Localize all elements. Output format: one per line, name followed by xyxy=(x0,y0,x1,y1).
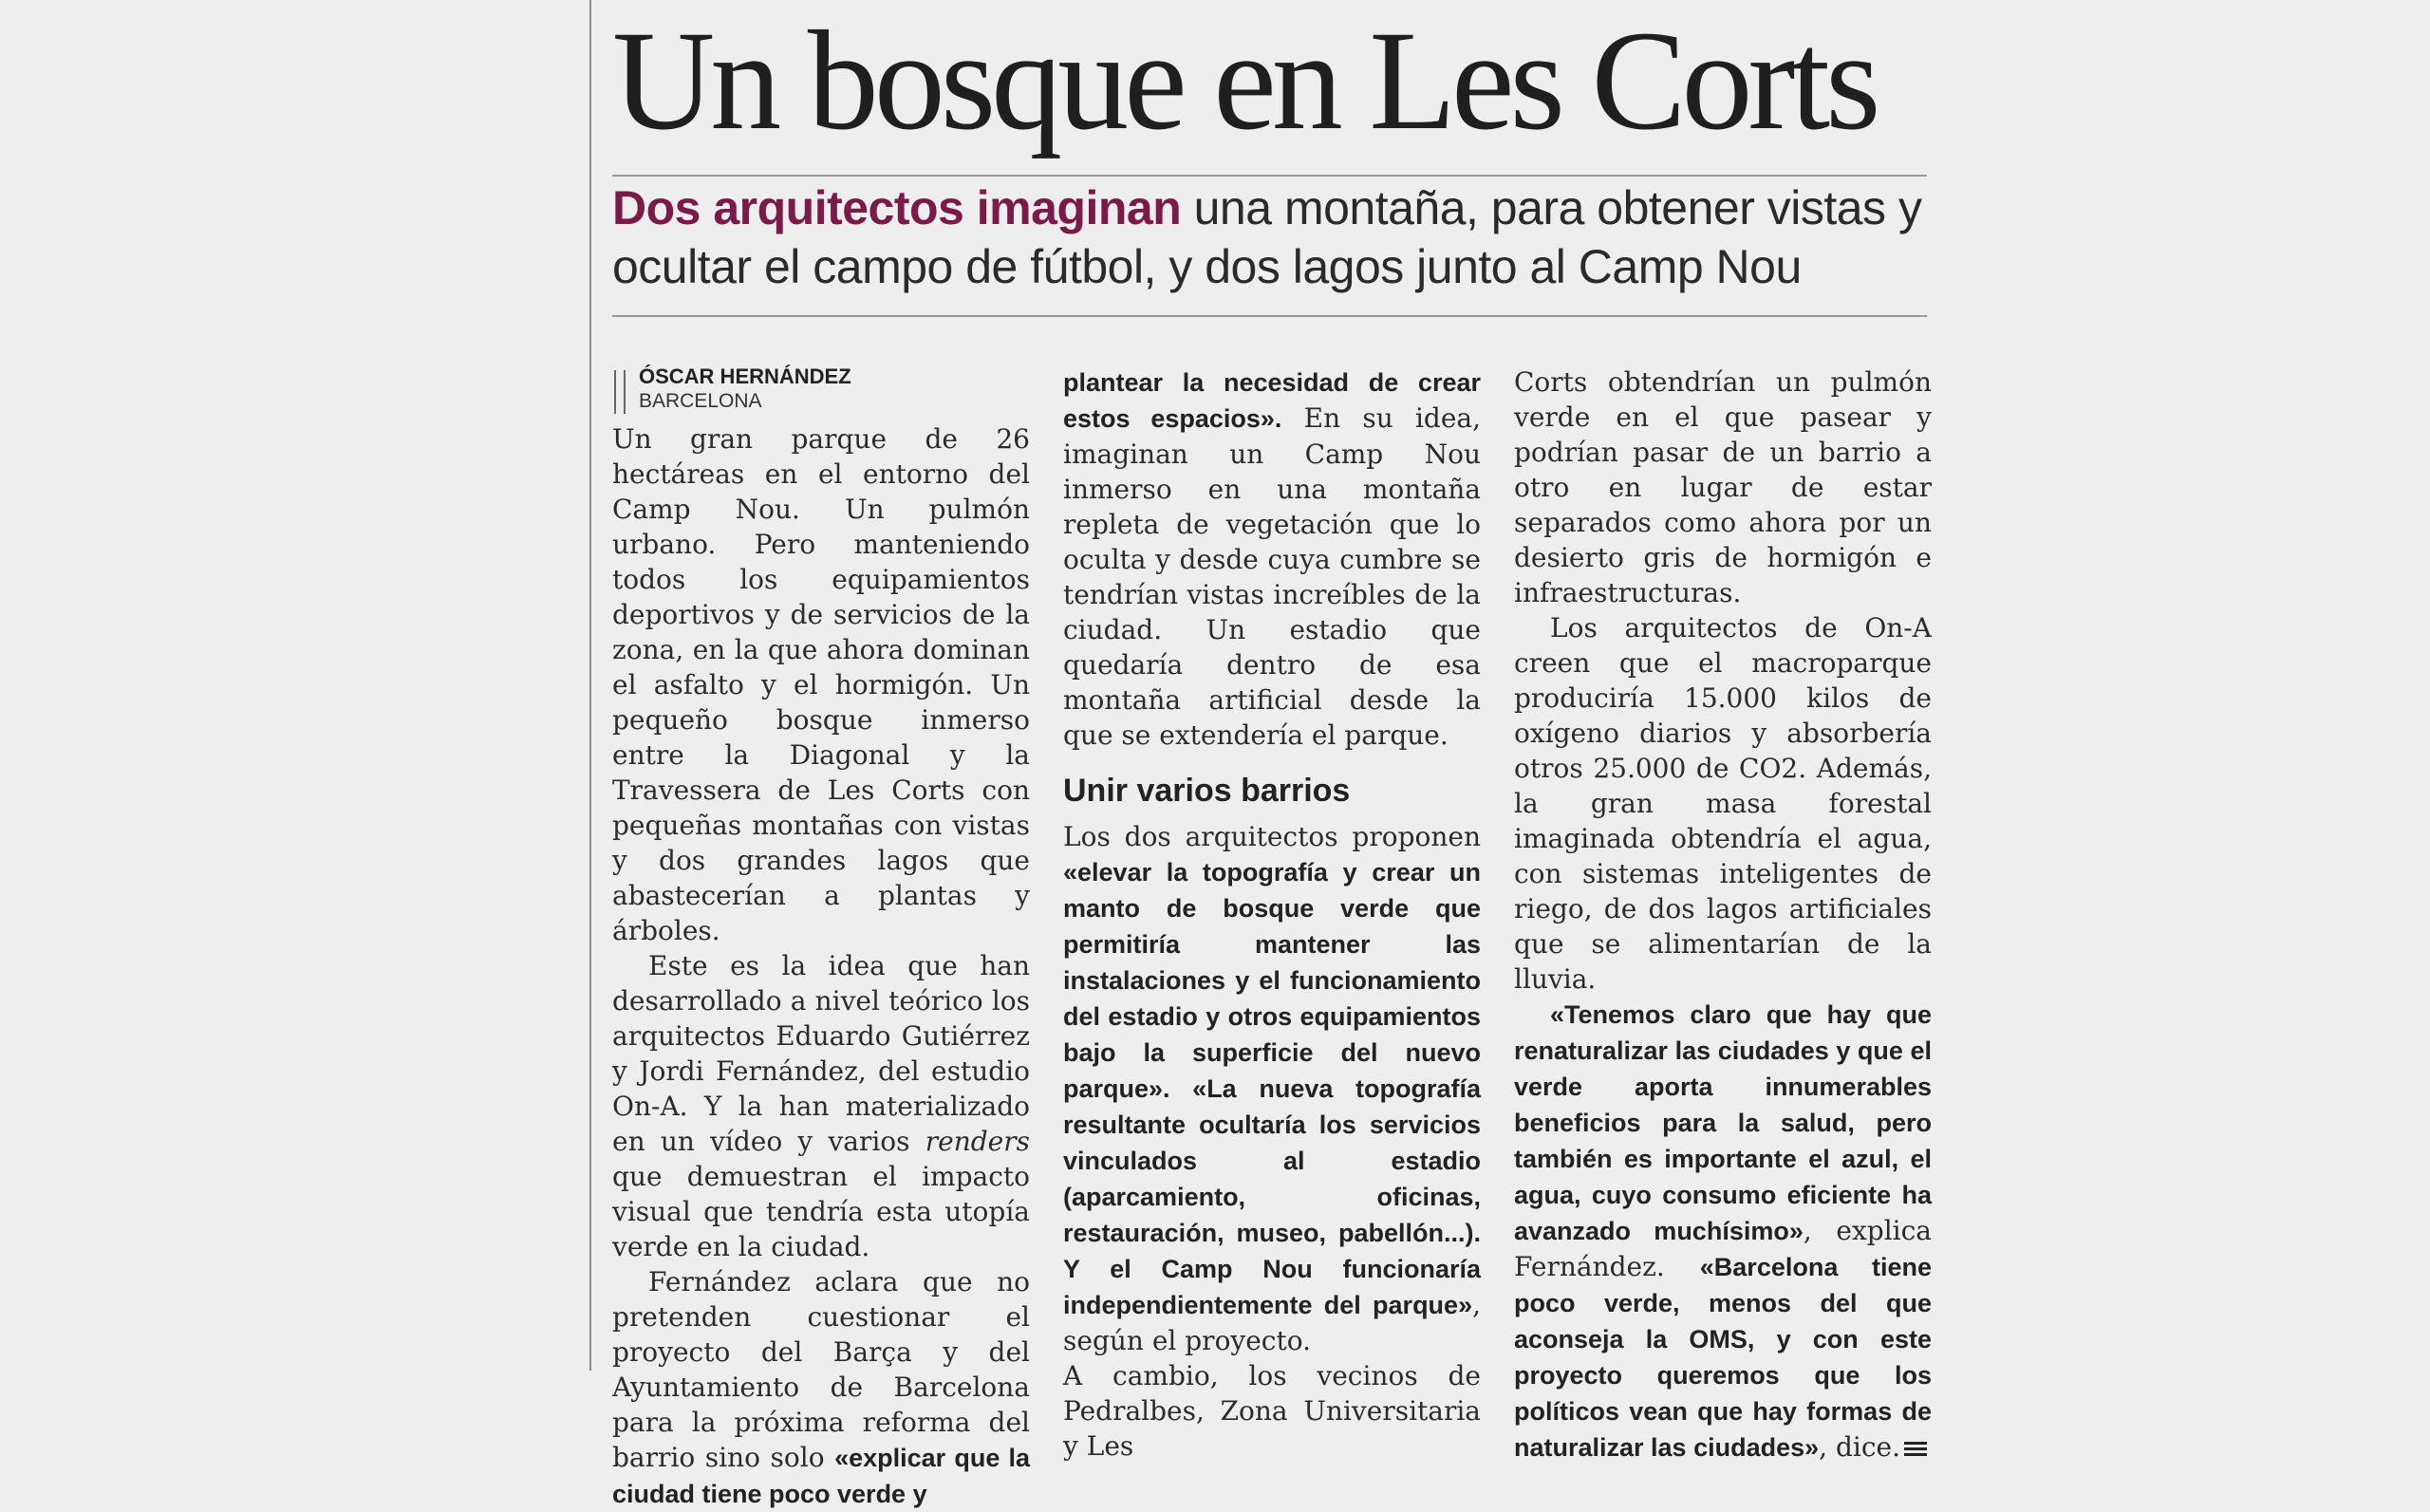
subheading: Unir varios barrios xyxy=(1063,773,1351,809)
byline-author: ÓSCAR HERNÁNDEZ xyxy=(639,364,851,388)
text-run: , según el proyecto. xyxy=(1063,1289,1481,1356)
byline-city: BARCELONA xyxy=(639,390,762,412)
byline-bars-icon xyxy=(614,370,626,414)
text-run: Este es la idea que han desarrollado a nivel teórico los arquitectos Eduardo Gutiérrez y Jordi Fernández, del estudio On-A. Y la han materializado en un vídeo y varios xyxy=(612,950,1030,1157)
paragraph xyxy=(1063,364,1481,753)
italic-term: renders xyxy=(925,1126,1030,1157)
paragraph: Corts obtendrían un pulmón verde en el que pasear y podrían pasar de un barrio a otro en lugar de estar separados como ahora por un desierto gris de hormigón e infraestructuras. xyxy=(1514,366,1932,608)
headline-rule xyxy=(612,175,1927,177)
paragraph: Un gran parque de 26 hectáreas en el entorno del Camp Nou. Un pulmón urbano. Pero manteniendo todos los equipamientos deportivos y de servicios de la zona, en la que ahora dominan el asfalto y el hormigón. Un pequeño bosque inmerso entre la Diagonal y la Travessera de Les Corts con pequeñas montañas con vistas y dos grandes lagos que abastecerían a plantas y árboles. xyxy=(612,423,1030,946)
paragraph: A cambio, los vecinos de Pedralbes, Zona Universitaria y Les xyxy=(1063,1360,1481,1462)
deck-rest: una montaña, para obtener vistas y ocultar el campo de fútbol, y dos lagos junto al Camp Nou xyxy=(612,181,1922,293)
paragraph xyxy=(1063,819,1481,1358)
headline: Un bosque en Les Corts xyxy=(612,2,1877,159)
column-3 xyxy=(1514,364,1932,1465)
quote: «explicar que la ciudad tiene poco verde y xyxy=(612,1444,1031,1508)
byline xyxy=(612,364,1030,414)
quote: «Tenemos claro que hay que renaturalizar las ciudades y que el verde aporta innumerables beneficios para la salud, pero también es importante el azul, el agua, cuyo consumo eficiente ha avanzado muchísimo» xyxy=(1514,1000,1932,1245)
column-1 xyxy=(612,364,1030,1512)
paragraph xyxy=(1514,997,1932,1465)
paragraph xyxy=(612,1264,1030,1512)
end-of-article-icon xyxy=(1904,1442,1927,1457)
deck-highlight: Dos arquitectos imaginan xyxy=(612,181,1182,234)
column-2 xyxy=(1063,364,1481,1464)
text-run: Los dos arquitectos proponen xyxy=(1063,821,1481,852)
text-run: En su idea, imaginan un Camp Nou inmerso en una montaña repleta de vegetación que lo oculta y desde cuya cumbre se tendrían vistas increíbles de la ciudad. Un estadio que quedaría dentro de esa montaña artificial desde la que se extendería el parque. xyxy=(1063,402,1481,751)
text-run: , explica Fernández. xyxy=(1514,1215,1932,1282)
text-run: que demuestran el impacto visual que tendría esta utopía verde en la ciudad. xyxy=(612,1161,1030,1262)
left-column-rule xyxy=(589,0,591,1371)
text-run: Fernández aclara que no pretenden cuestionar el proyecto del Barça y del Ayuntamiento de Barcelona para la próxima reforma del barrio sino solo xyxy=(612,1266,1030,1473)
quote: «Barcelona tiene poco verde, menos del que aconseja la OMS, y con este proyecto queremos que los políticos vean que hay formas de naturalizar las ciudades» xyxy=(1514,1253,1932,1462)
text-run: , dice. xyxy=(1819,1431,1900,1463)
quote: «elevar la topografía y crear un manto de bosque verde que permitiría mantener las instalaciones y el funcionamiento del estadio y otros equipamientos bajo la superficie del nuevo parque». «La nueva topografía resultante ocultaría los servicios vinculados al estadio (aparcamiento, oficinas, restauración, museo, pabellón...). Y el Camp Nou funcionaría independientemente del parque» xyxy=(1063,858,1481,1319)
deck-rule xyxy=(612,315,1927,317)
paragraph: Los arquitectos de On-A creen que el macroparque produciría 15.000 kilos de oxígeno diarios y absorbería otros 25.000 de CO2. Además, la gran masa forestal imaginada obtendría el agua, con sistemas inteligentes de riego, de dos lagos artificiales que se alimentarían de la lluvia. xyxy=(1514,612,1932,995)
paragraph xyxy=(612,948,1030,1264)
quote: plantear la necesidad de crear estos espacios». xyxy=(1063,368,1481,433)
deck xyxy=(612,178,1927,296)
